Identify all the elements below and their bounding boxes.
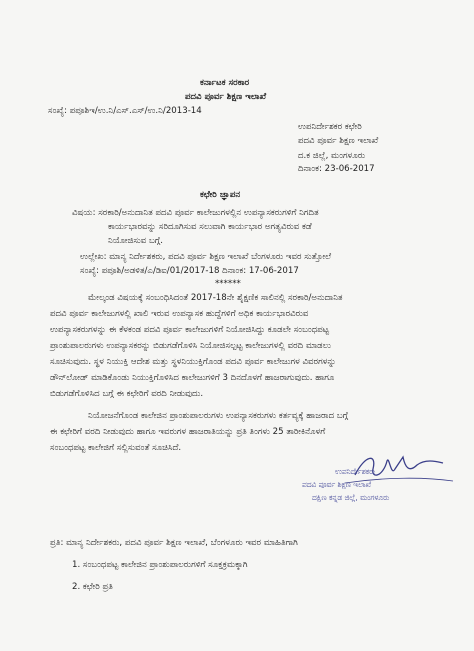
body-line: ಉಪನ್ಯಾಸಕರುಗಳನ್ನು ಈ ಕೆಳಕಂಡ ಪದವಿ ಪೂರ್ವ ಕಾಲೇಜುಗಳಿಗೆ ನಿಯೋಜಿಸಿದ್ದು ಕೂಡಲೇ ಸಂಬಂಧಪಟ್ಟ (50, 325, 329, 335)
reference-number: ಸಂಖ್ಯೆ: ಪಪೂಶಿಇ/ಉ.ನಿ/ಎಸ್.ಎಸ್/ಉ.ನಿ/2013-14 (48, 106, 202, 116)
body-line: ಬಿಡುಗಡೆಗೊಳಿಸಿದ ಬಗ್ಗೆ ಈ ಕಛೇರಿಗೆ ವರದಿ ನೀಡುವುದು. (50, 389, 204, 399)
subject-line: ವಿಷಯ: ಸರಕಾರಿ/ಅನುದಾನಿತ ಪದವಿ ಪೂರ್ವ ಕಾಲೇಜುಗಳಲ್ಲಿನ ಉಪನ್ಯಾಸಕರುಗಳಿಗೆ ನಿಗದಿತ (72, 208, 319, 218)
body-line: ನಿಯೋಜನೆಗೊಂಡ ಕಾಲೇಜಿನ ಪ್ರಾಂಶುಪಾಲರುಗಳು ಉಪನ್ಯಾಸಕರುಗಳು ಕರ್ತವ್ಯಕ್ಕೆ ಹಾಜರಾದ ಬಗ್ಗೆ (88, 411, 349, 421)
body-line: ಪದವಿ ಪೂರ್ವ ಕಾಲೇಜುಗಳಲ್ಲಿ ಖಾಲಿ ಇರುವ ಉಪನ್ಯಾಸಕ ಹುದ್ದೆಗಳಿಗೆ ಅಧಿಕ ಕಾರ್ಯಭಾರವಿರುವ (50, 309, 309, 319)
office-name: ಉಪನಿರ್ದೇಶಕರ ಕಛೇರಿ (298, 122, 362, 132)
reference-line: ಉಲ್ಲೇಖ: ಮಾನ್ಯ ನಿರ್ದೇಶಕರು, ಪದವಿ ಪೂರ್ವ ಶಿಕ್ಷಣ ಇಲಾಖೆ ಬೆಂಗಳೂರು ಇವರ ಸುತ್ತೋಲೆ (80, 252, 332, 262)
body-line: ಪ್ರಾಂಶುಪಾಲರುಗಳು ಉಪನ್ಯಾಸಕರನ್ನು ಬಿಡುಗಡೆಗೊಳಿಸಿ ನಿಯೋಜಿಸಲ್ಪಟ್ಟ ಕಾಲೇಜುಗಳಲ್ಲಿ ವರದಿ ಮಾಡಲು (50, 341, 331, 351)
govt-heading: ಕರ್ನಾಟಕ ಸರಕಾರ (200, 78, 250, 88)
issue-date: ದಿನಾಂಕ: 23-06-2017 (298, 164, 375, 174)
copy-item: 2. ಕಛೇರಿ ಪ್ರತಿ (72, 582, 113, 592)
body-line: ಸೂಚಿಸುವುದು. ಸ್ಥಳ ನಿಯುಕ್ತಿ ಆದೇಶ ಮತ್ತು ಸ್ಥಳನಿಯುಕ್ತಿಗೊಂಡ ಪದವಿ ಪೂರ್ವ ಕಾಲೇಜುಗಳ ವಿವರಗಳನ್ನು (50, 357, 337, 367)
copy-item: 1. ಸಂಬಂಧಪಟ್ಟ ಕಾಲೇಜಿನ ಪ್ರಾಂಶುಪಾಲರುಗಳಿಗೆ ಸೂಕ್ತಕ್ರಮಕ್ಕಾಗಿ (72, 560, 248, 570)
subject-line: ಕಾರ್ಯಭಾರವನ್ನು ಸರಿದೂಗಿಸುವ ಸಲುವಾಗಿ ಕಾರ್ಯಭಾರ ಅಗತ್ಯವಿರುವ ಕಡೆ (108, 222, 312, 232)
stamp-line: ಪದವಿ ಪೂರ್ವ ಶಿಕ್ಷಣ ಇಲಾಖೆ (302, 480, 372, 489)
body-line: ಡೌನ್‌ಲೋಡ್ ಮಾಡಿಕೊಂಡು ನಿಯುಕ್ತಿಗೊಳಿಸಿದ ಕಾಲೇಜುಗಳಿಗೆ 3 ದಿನದೊಳಗೆ ಹಾಜರಾಗುವುದು. ಹಾಗೂ (50, 373, 335, 383)
copy-to: ಪ್ರತಿ: ಮಾನ್ಯ ನಿರ್ದೇಶಕರು, ಪದವಿ ಪೂರ್ವ ಶಿಕ್ಷಣ ಇಲಾಖೆ, ಬೆಂಗಳೂರು ಇವರ ಮಾಹಿತಿಗಾಗಿ (50, 538, 298, 548)
subject-line: ನಿಯೋಜಿಸುವ ಬಗ್ಗೆ. (108, 236, 163, 246)
office-location: ದ.ಕ ಜಿಲ್ಲೆ, ಮಂಗಳೂರು (298, 151, 366, 161)
stamp-line: ಉಪನಿರ್ದೇಶಕರು (335, 467, 376, 476)
stamp-line: ದಕ್ಷಿಣ ಕನ್ನಡ ಜಿಲ್ಲೆ, ಮಂಗಳೂರು (312, 493, 390, 502)
body-line: ಸಂಬಂಧಪಟ್ಟ ಕಾಲೇಜಿಗೆ ಸಲ್ಲಿಸುವಂತೆ ಸೂಚಿಸಿದೆ. (50, 443, 182, 453)
memo-title: ಕಛೇರಿ ಜ್ಞಾಪನ (200, 190, 241, 200)
dept-heading: ಪದವಿ ಪೂರ್ವ ಶಿಕ್ಷಣ ಇಲಾಖೆ (185, 92, 267, 102)
office-dept: ಪದವಿ ಪೂರ್ವ ಶಿಕ್ಷಣ ಇಲಾಖೆ (298, 136, 379, 146)
body-line: ಮೇಲ್ಕಂಡ ವಿಷಯಕ್ಕೆ ಸಂಬಂಧಿಸಿದಂತೆ 2017-18ನೇ ಶೈಕ್ಷಣಿಕ ಸಾಲಿನಲ್ಲಿ ಸರಕಾರಿ/ಅನುದಾನಿತ (88, 293, 343, 303)
separator: ****** (215, 279, 241, 289)
reference-line: ಸಂಖ್ಯೆ: ಪಪೂಶಿ/ಅಡಳಿತ/ಎ/ಡಿಐ/01/2017-18 ದಿನಾಂಕ: 17-06-2017 (80, 266, 299, 276)
body-line: ಈ ಕಛೇರಿಗೆ ವರದಿ ನೀಡುವುದು ಹಾಗೂ ಇವರುಗಳ ಹಾಜರಾತಿಯನ್ನು ಪ್ರತಿ ತಿಂಗಳು 25 ತಾರೀಕಿನೊಳಗೆ (50, 427, 326, 437)
